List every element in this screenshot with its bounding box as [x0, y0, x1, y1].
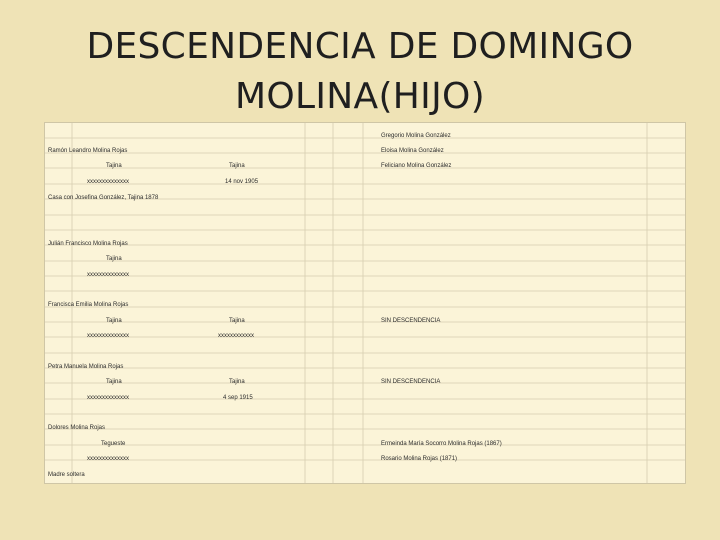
descendants-table: [44, 122, 686, 484]
cell-rosario: Rosario Molina Rojas (1871): [381, 456, 458, 462]
cell-birthdate: xxxxxxxxxxxxxx: [87, 456, 129, 462]
title-line-2: MOLINA(HIJO): [235, 76, 485, 117]
cell-birthdate: xxxxxxxxxxxxxx: [87, 179, 129, 185]
cell-marriage: Casa con Josefina González, Tajina 1878: [48, 195, 159, 201]
cell-gregorio: Gregorio Molina González: [381, 133, 451, 139]
cell-francisca: Francisca Emilia Molina Rojas: [48, 302, 129, 308]
cell-birthplace: Tajina: [106, 318, 122, 324]
cell-deathplace: Tajina: [229, 163, 245, 169]
cell-deathdate: 4 sep 1915: [223, 395, 253, 401]
cell-deathplace: Tajina: [229, 379, 245, 385]
cell-julian: Julián Francisco Molina Rojas: [48, 241, 128, 247]
cell-birthdate: xxxxxxxxxxxxxx: [87, 272, 129, 278]
cell-birthplace: Tajina: [106, 379, 122, 385]
cell-deathdate: xxxxxxxxxxxx: [218, 333, 254, 339]
table-grid-lines: [45, 123, 685, 483]
cell-no-descendants: SIN DESCENDENCIA: [381, 318, 441, 324]
title-line-1: DESCENDENCIA DE DOMINGO: [86, 26, 634, 67]
cell-deathdate: 14 nov 1905: [225, 179, 259, 185]
cell-birthplace: Tajina: [106, 256, 122, 262]
cell-dolores: Dolores Molina Rojas: [48, 425, 106, 431]
cell-eloisa: Eloisa Molina González: [381, 148, 444, 154]
cell-ramon: Ramón Leandro Molina Rojas: [48, 148, 128, 154]
cell-deathplace: Tajina: [229, 318, 245, 324]
slide-title: [60, 22, 660, 122]
cell-birthplace: Tajina: [106, 163, 122, 169]
cell-petra: Petra Manuela Molina Rojas: [48, 364, 124, 370]
cell-ermeinda: Ermeinda María Socorro Molina Rojas (1867): [381, 441, 502, 447]
cell-birthdate: xxxxxxxxxxxxxx: [87, 333, 129, 339]
cell-note: Madre soltera: [48, 472, 85, 478]
cell-no-descendants: SIN DESCENDENCIA: [381, 379, 441, 385]
cell-birthdate: xxxxxxxxxxxxxx: [87, 395, 129, 401]
cell-feliciano: Feliciano Molina González: [381, 163, 452, 169]
cell-birthplace: Tegueste: [101, 441, 126, 447]
